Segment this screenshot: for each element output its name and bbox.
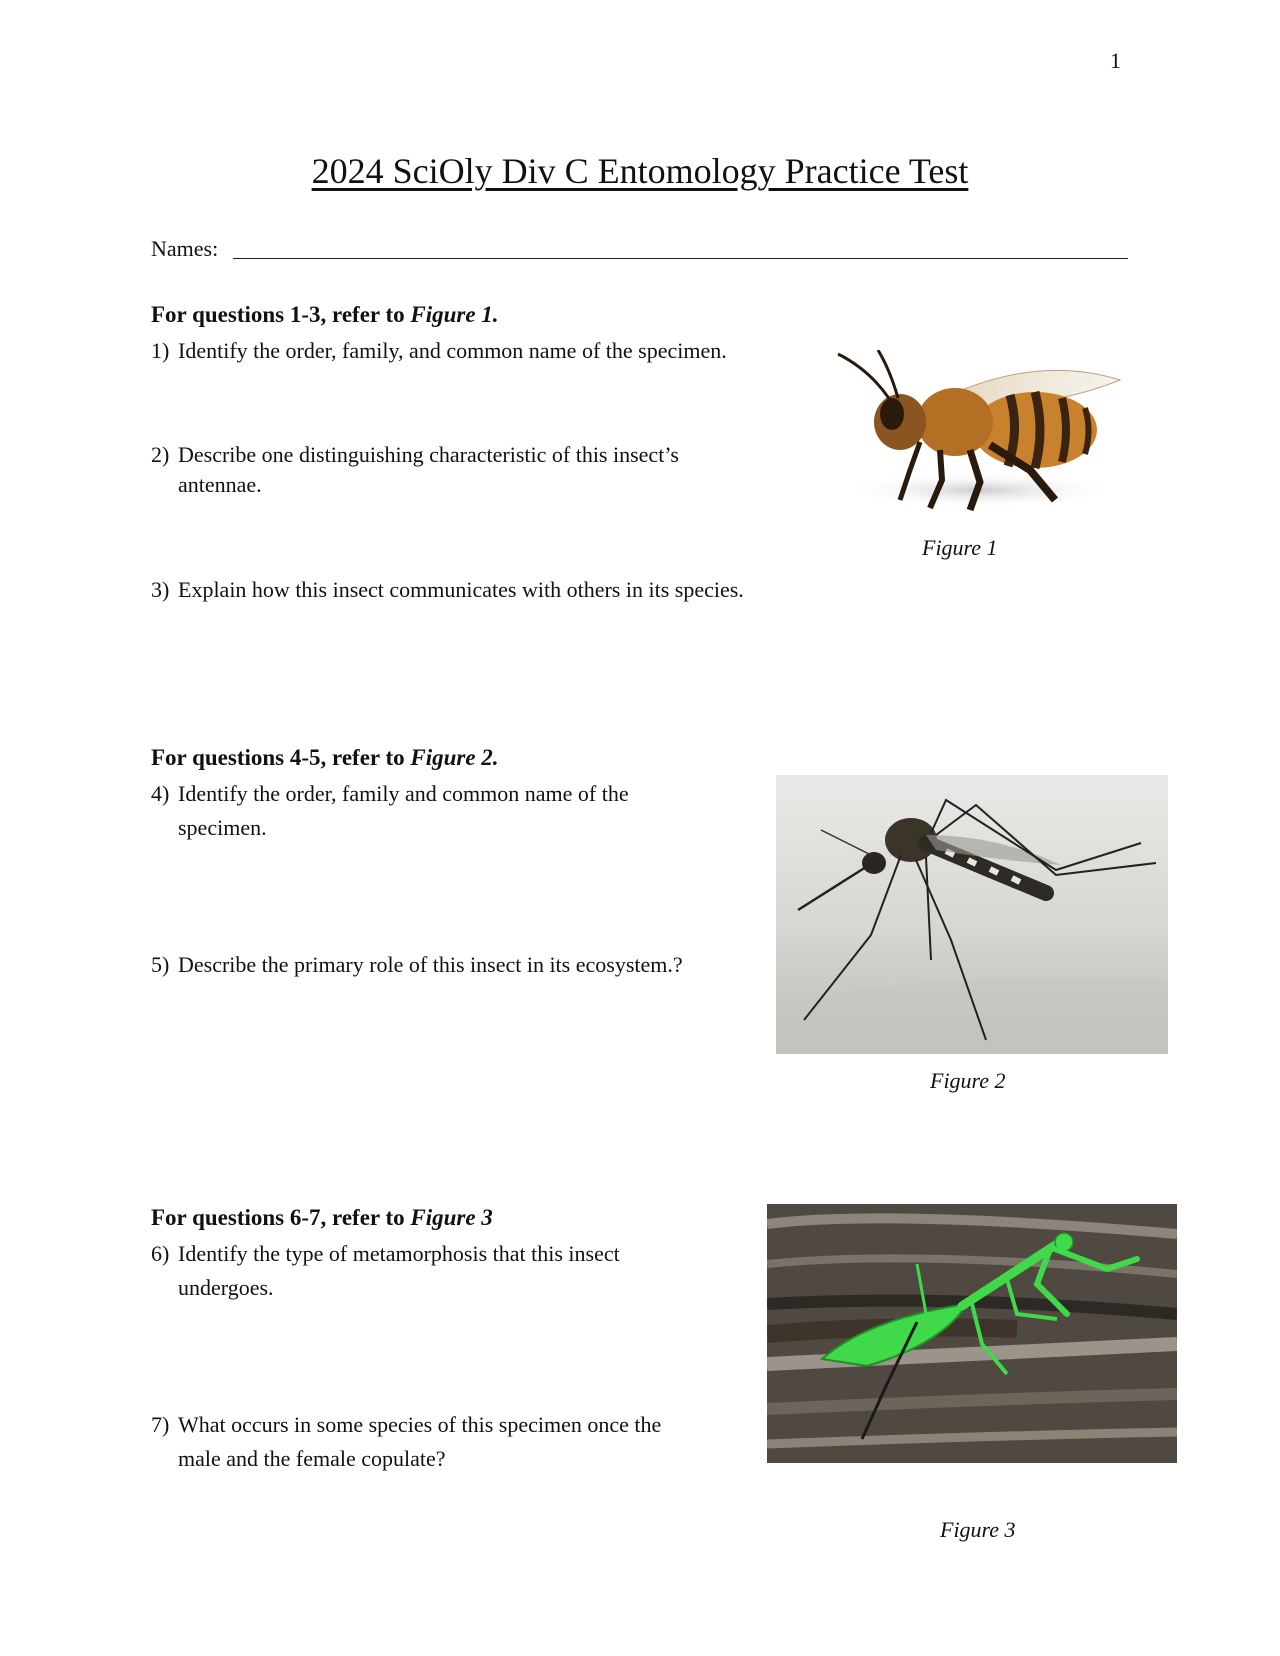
question-text: Identify the order, family, and common name of the specimen. [178, 338, 727, 363]
section-3-header-figure-ref: Figure 3 [410, 1205, 493, 1230]
figure-2-caption: Figure 2 [930, 1068, 1006, 1093]
question-1 [151, 336, 727, 366]
question-6 [151, 1239, 620, 1303]
question-text-cont: undergoes. [178, 1275, 274, 1300]
question-text-cont: antennae. [178, 472, 262, 497]
section-1-header-figure-ref: Figure 1. [410, 302, 499, 327]
question-4 [151, 779, 629, 843]
page-title: 2024 SciOly Div C Entomology Practice Test [311, 151, 969, 191]
names-input-line[interactable] [233, 258, 1128, 259]
section-1-header [151, 302, 499, 328]
figure-3-caption: Figure 3 [940, 1517, 1016, 1542]
question-text: Identify the type of metamorphosis that this insect [178, 1241, 620, 1266]
section-2-header [151, 745, 499, 771]
question-3 [151, 575, 744, 605]
section-2-header-figure-ref: Figure 2. [410, 745, 499, 770]
names-label: Names: [151, 236, 219, 261]
question-text-cont: specimen. [178, 815, 267, 840]
question-number: 3) [151, 577, 170, 602]
question-text: Describe the primary role of this insect in its ecosystem.? [178, 952, 683, 977]
figure-1-bee-image [830, 350, 1130, 520]
question-number: 4) [151, 781, 170, 806]
section-3-header-text: For questions 6-7, refer to [151, 1205, 411, 1230]
question-number: 7) [151, 1412, 170, 1437]
section-2-header-text: For questions 4-5, refer to [151, 745, 411, 770]
question-2 [151, 440, 679, 500]
question-number: 5) [151, 952, 170, 977]
question-text: What occurs in some species of this specimen once the [178, 1412, 662, 1437]
question-number: 6) [151, 1241, 170, 1266]
question-text-cont: male and the female copulate? [178, 1446, 446, 1471]
question-5 [151, 950, 683, 980]
section-1-header-text: For questions 1-3, refer to [151, 302, 411, 327]
figure-1-caption: Figure 1 [922, 535, 998, 560]
question-text: Identify the order, family and common name of the [178, 781, 629, 806]
figure-2-mosquito-image [776, 775, 1168, 1054]
page-number: 1 [1110, 48, 1121, 73]
figure-3-mantis-image [767, 1204, 1177, 1463]
section-3-header [151, 1205, 493, 1231]
question-number: 1) [151, 338, 170, 363]
question-text: Describe one distinguishing characteristic of this insect’s [178, 442, 679, 467]
question-text: Explain how this insect communicates with others in its species. [178, 577, 744, 602]
question-7 [151, 1410, 661, 1474]
question-number: 2) [151, 442, 170, 467]
